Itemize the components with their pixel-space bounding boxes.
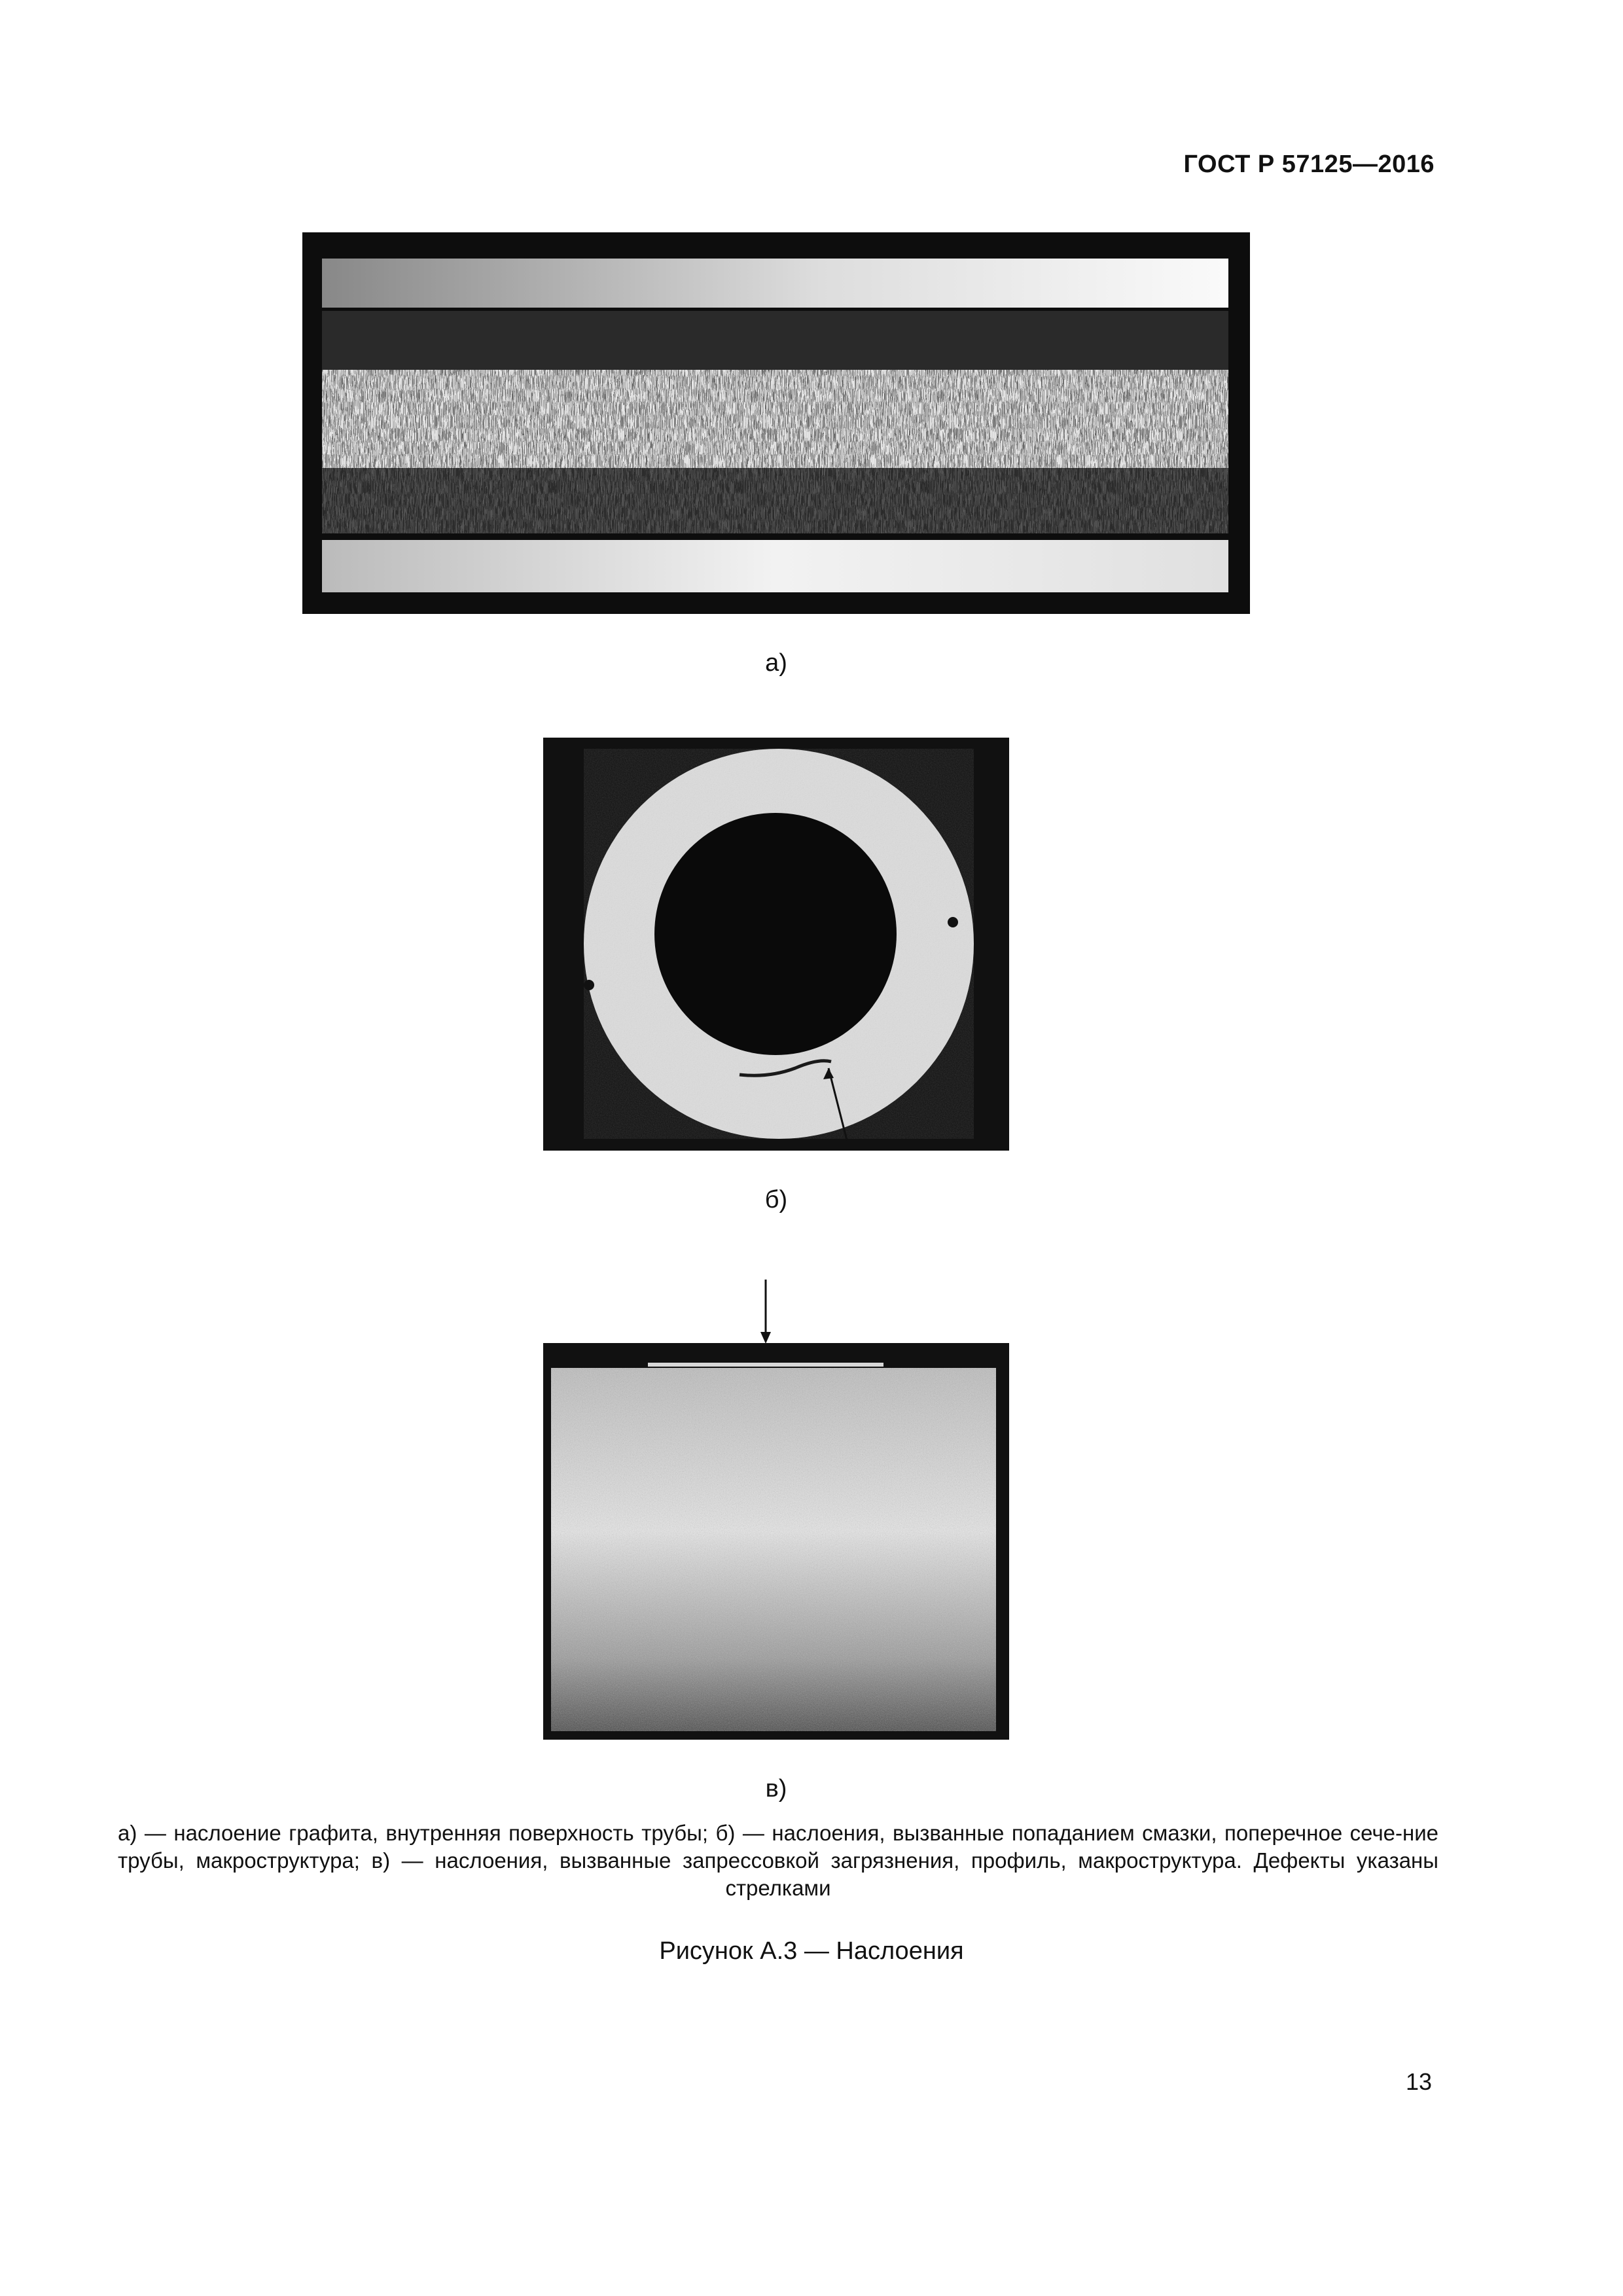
figure-caption: Рисунок А.3 — Наслоения <box>659 1937 964 1965</box>
figure-c-photo <box>543 1343 1009 1740</box>
figure-b-label: б) <box>764 1186 788 1213</box>
figure-b-image <box>543 738 1009 1151</box>
figure-a-image <box>302 232 1250 614</box>
figure-c-arrow <box>753 1280 779 1345</box>
figure-c-label: в) <box>765 1775 787 1803</box>
document-header: ГОСТ Р 57125—2016 <box>1183 151 1435 178</box>
figure-a-label: а) <box>765 649 787 677</box>
figure-c-image <box>543 1343 1009 1740</box>
figure-b-photo <box>543 738 1009 1151</box>
figure-a-photo <box>302 232 1250 614</box>
page-number: 13 <box>1405 2068 1432 2095</box>
figure-legend: а) — наслоение графита, внутренняя поверхность трубы; б) — наслоения, вызванные попаданием смазки, поперечное сече-ние трубы, макроструктура; в) — наслоения, вызванные запрессовкой загрязнения, профиль, макроструктура. Дефекты указаны стрелками <box>118 1821 1438 1900</box>
